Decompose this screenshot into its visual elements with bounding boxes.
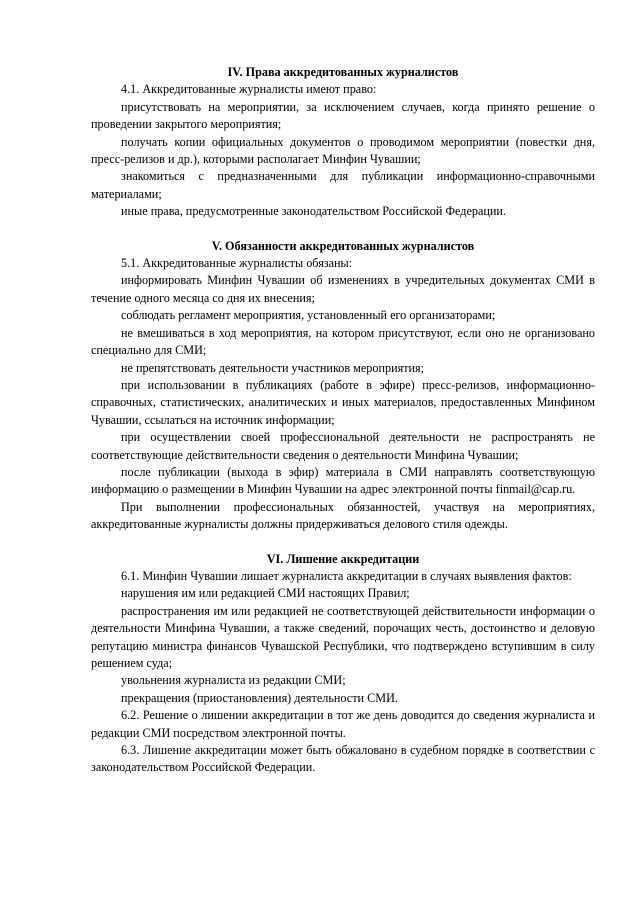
paragraph: при осуществлении своей профессиональной деятельности не распространять не соответствующие действительности сведения о деятельности Минфина Чувашии; — [91, 430, 595, 462]
paragraph: нарушения им или редакцией СМИ настоящих Правил; — [121, 586, 410, 601]
paragraph: не вмешиваться в ход мероприятия, на котором присутствуют, если оно не организовано специально для СМИ; — [91, 325, 595, 358]
paragraph: знакомиться с предназначенными для публикации информационно-справочными материалами; — [91, 169, 595, 201]
paragraph: распространения им или редакцией не соответствующей действительности информации о деятельности Минфина Чувашии, а также сведений, порочащих честь, достоинство и деловую репутацию министра финансов Чувашской Республики, что подтверждено вступившим в силу решением суда; — [91, 603, 595, 670]
paragraph: информировать Минфин Чувашии об изменениях в учредительных документах СМИ в течение одного месяца со дня их внесения; — [91, 273, 595, 305]
section-rights — [91, 64, 595, 221]
paragraph: 6.2. Решение о лишении аккредитации в тот же день доводится до сведения журналиста и редакции СМИ посредством электронной почты. — [91, 708, 595, 740]
paragraph: после публикации (выхода в эфир) материала в СМИ направлять соответствующую информацию о размещении в Минфин Чувашии на адрес электронной почты finmail@cap.ru. — [91, 464, 595, 497]
section-revocation — [91, 551, 595, 777]
paragraph: увольнения журналиста из редакции СМИ; — [121, 673, 346, 688]
paragraph: соблюдать регламент мероприятия, установленный его организаторами; — [121, 308, 496, 323]
section-heading: V. Обязанности аккредитованных журналистов — [211, 238, 475, 253]
section-heading: VI. Лишение аккредитации — [266, 551, 420, 566]
paragraph: При выполнении профессиональных обязанностей, участвуя на мероприятиях, аккредитованные журналисты должны придерживаться делового стиля одежды. — [91, 499, 595, 532]
paragraph: получать копии официальных документов о проводимом мероприятии (повестки дня, пресс-релизов и др.), которыми располагает Минфин Чувашии; — [91, 134, 595, 167]
paragraph: не препятствовать деятельности участников мероприятия; — [121, 360, 425, 375]
paragraph: 6.3. Лишение аккредитации может быть обжаловано в судебном порядке в соответствии с законодательством Российской Федерации. — [91, 743, 595, 775]
paragraph: 4.1. Аккредитованные журналисты имеют право: — [121, 82, 377, 97]
section-heading: IV. Права аккредитованных журналистов — [227, 65, 459, 79]
section-duties — [91, 238, 595, 534]
paragraph: прекращения (приостановления) деятельности СМИ. — [121, 690, 398, 705]
paragraph: 6.1. Минфин Чувашии лишает журналиста аккредитации в случаях выявления фактов: — [121, 568, 572, 583]
paragraph: иные права, предусмотренные законодательством Российской Федерации. — [121, 204, 506, 219]
paragraph: присутствовать на мероприятии, за исключением случаев, когда принято решение о проведении закрытого мероприятия; — [91, 99, 595, 132]
paragraph: при использовании в публикациях (работе в эфире) пресс-релизов, информационно-справочных, статистических, аналитических и иных материалов, предоставленных Минфином Чувашии, ссылаться на источник информации; — [91, 377, 595, 427]
paragraph: 5.1. Аккредитованные журналисты обязаны: — [121, 256, 353, 271]
document-body — [91, 64, 595, 777]
